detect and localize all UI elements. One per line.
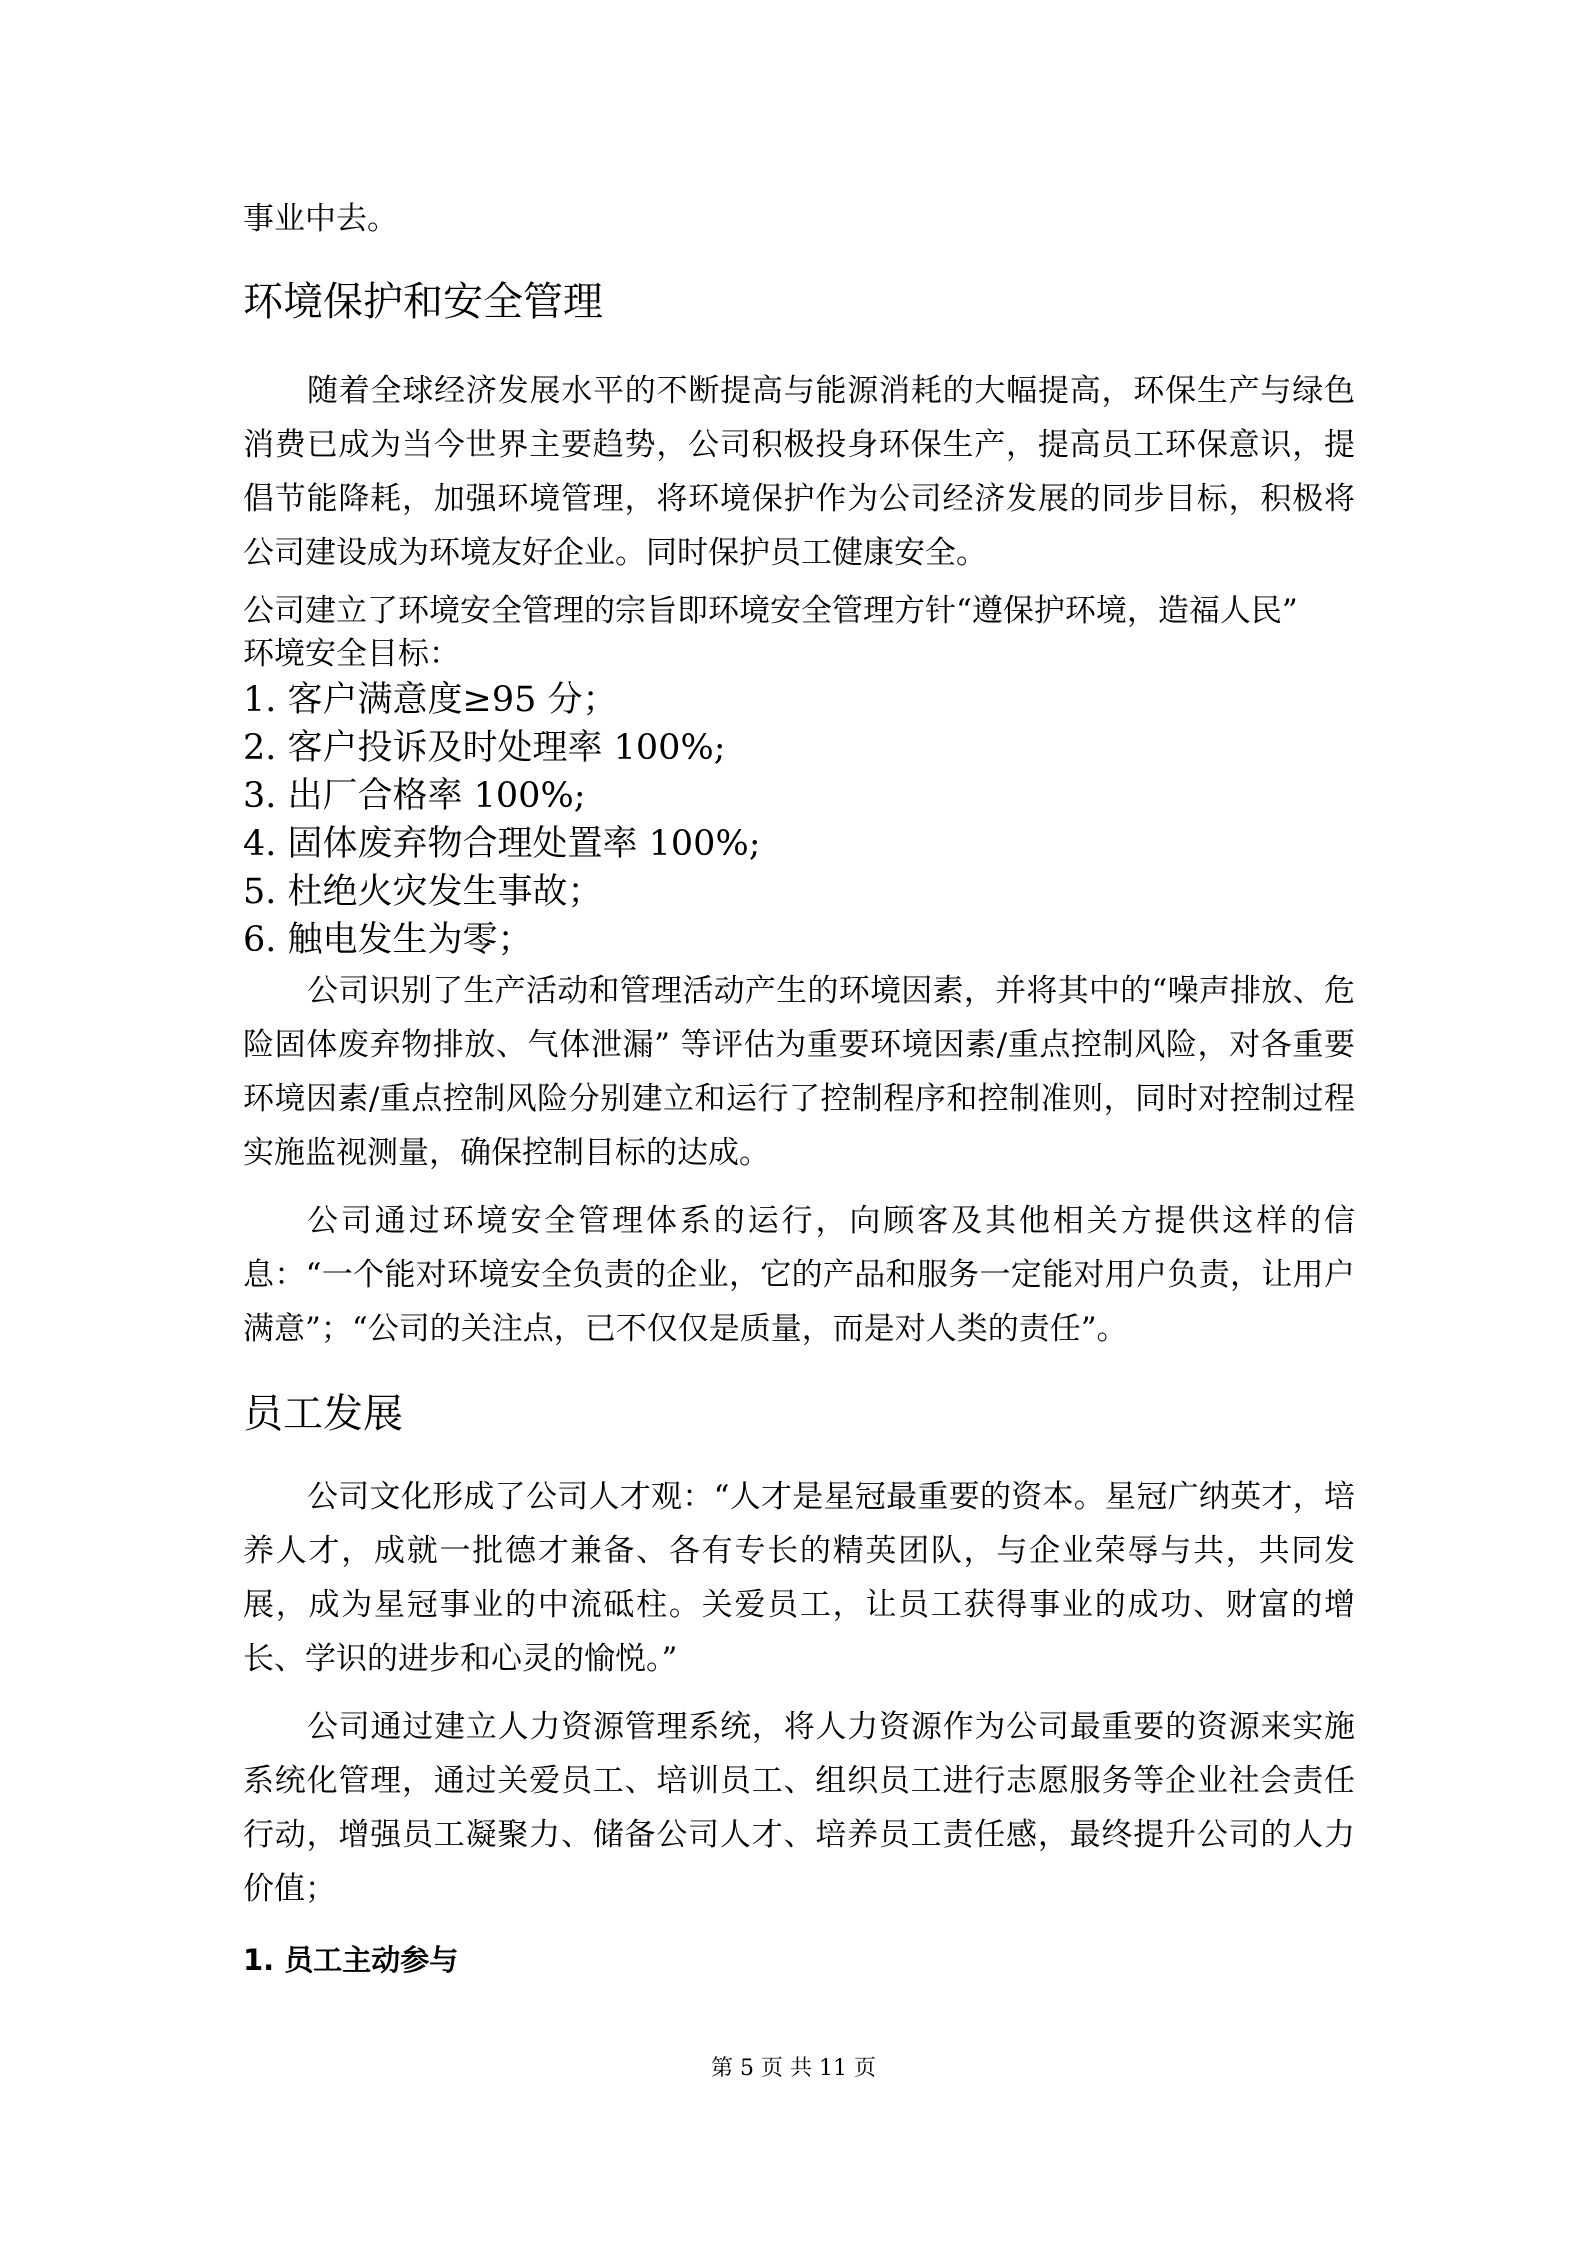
env-targets-label: 环境安全目标： [243,636,460,672]
env-target-item: 6. 触电发生为零； [243,920,533,960]
intro-tail-text: 事业中去。 [243,201,398,237]
env-targets-list [243,676,1355,964]
page-content [243,192,1355,1982]
env-target-item: 5. 杜绝火灾发生事故； [243,872,603,912]
env-paragraph-3: 公司通过环境安全管理体系的运行，向顾客及其他相关方提供这样的信息：“一个能对环境安全负责的企业，它的产品和服务一定能对用户负责，让用户满意”；“公司的关注点，已不仅仅是质量，而是对人类的责任”。 [243,1203,1355,1347]
env-paragraph-1: 随着全球经济发展水平的不断提高与能源消耗的大幅提高，环保生产与绿色消费已成为当今世界主要趋势，公司积极投身环保生产，提高员工环保意识，提倡节能降耗，加强环境管理，将环境保护作为公司经济发展的同步目标，积极将公司建设成为环境友好企业。同时保护员工健康安全。 [243,373,1355,571]
env-target-item: 4. 固体废弃物合理处置率 100%; [243,824,761,864]
section-heading-environment: 环境保护和安全管理 [243,279,603,325]
staff-paragraph-2: 公司通过建立人力资源管理系统，将人力资源作为公司最重要的资源来实施系统化管理，通过关爱员工、培训员工、组织员工进行志愿服务等企业社会责任行动，增强员工凝聚力、储备公司人才、培养员工责任感，最终提升公司的人力价值； [243,1709,1355,1907]
staff-subheading: 1. 员工主动参与 [243,1943,459,1977]
page-footer: 第 5 页 共 11 页 [711,2056,876,2081]
env-target-item: 1. 客户满意度≥95 分； [243,680,618,720]
env-paragraph-2: 公司识别了生产活动和管理活动产生的环境因素，并将其中的“噪声排放、危险固体废弃物排放、气体泄漏” 等评估为重要环境因素/重点控制风险，对各重要环境因素/重点控制风险分别建立和运行了控制程序和控制准则，同时对控制过程实施监视测量，确保控制目标的达成。 [243,973,1355,1171]
env-policy-line: 公司建立了环境安全管理的宗旨即环境安全管理方针“遵保护环境，造福人民” [243,593,1298,629]
section-heading-staff: 员工发展 [243,1391,403,1437]
env-target-item: 3. 出厂合格率 100%; [243,776,586,816]
env-target-item: 2. 客户投诉及时处理率 100%; [243,728,726,768]
staff-paragraph-1: 公司文化形成了公司人才观：“人才是星冠最重要的资本。星冠广纳英才，培养人才，成就一批德才兼备、各有专长的精英团队，与企业荣辱与共，共同发展，成为星冠事业的中流砥柱。关爱员工，让员工获得事业的成功、财富的增长、学识的进步和心灵的愉悦。” [243,1479,1355,1677]
